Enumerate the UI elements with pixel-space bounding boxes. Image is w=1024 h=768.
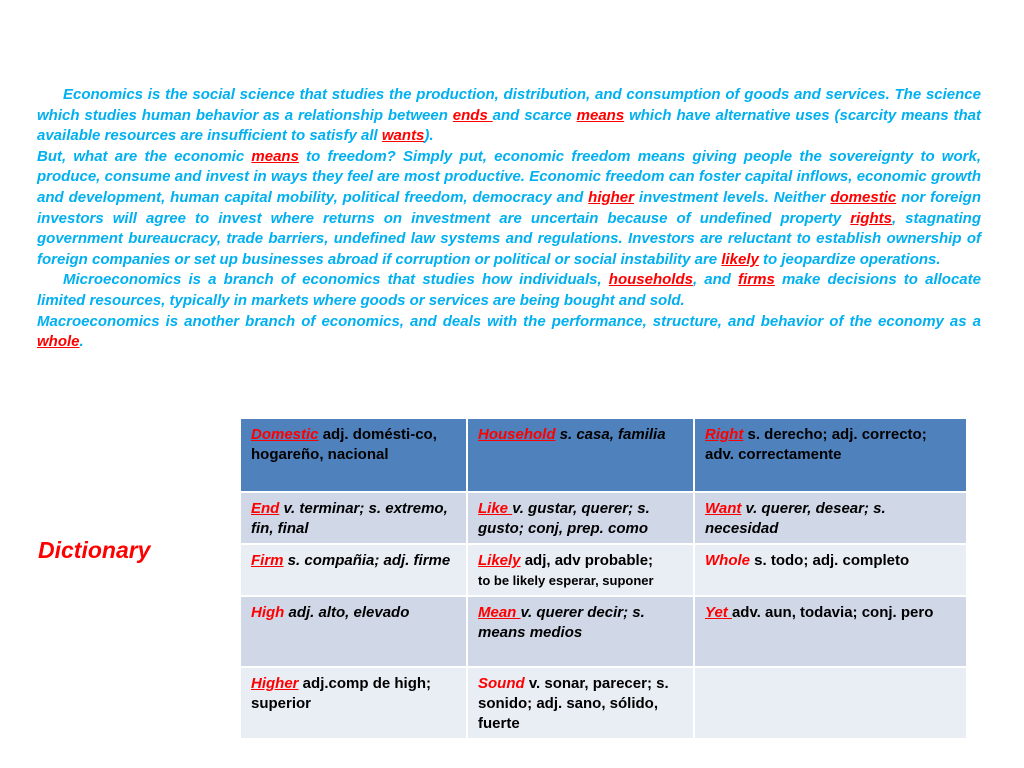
economics-passage (37, 85, 981, 353)
passage-text: Microeconomics is a branch of economics that studies how individuals, (63, 271, 609, 289)
dictionary-term: Want (705, 500, 742, 517)
dictionary-cell (694, 544, 967, 596)
dictionary-row (240, 667, 967, 739)
dictionary-definition: v. gustar, querer; s. gusto; conj, prep. como (478, 500, 650, 537)
passage-text: Economics is the social science that studies the production, distribution, and consumption of goods and services. The science which studies human behavior as a relationship between (37, 86, 981, 124)
passage-text: and scarce (492, 106, 577, 124)
dictionary-row (240, 492, 967, 544)
dictionary-term: Domestic (251, 426, 319, 443)
dictionary-cell (240, 544, 467, 596)
dictionary-definition: to be likely esperar, suponer (478, 573, 654, 588)
passage-text: , and (692, 271, 739, 289)
keyword: means (251, 147, 299, 165)
dictionary-cell (694, 418, 967, 492)
dictionary-definition: adj. alto, elevado (284, 604, 410, 621)
dictionary-definition: s. casa, familia (555, 426, 666, 443)
dictionary-table (239, 417, 968, 740)
dictionary-row (240, 596, 967, 667)
dictionary-cell (240, 596, 467, 667)
dictionary-definition: v. querer, desear; s. necesidad (705, 500, 886, 537)
dictionary-term: Household (478, 426, 556, 443)
passage-text: . (79, 333, 84, 351)
passage-text: nor foreign investors will agree to invest where returns on investment are uncertain because of undefined property (37, 188, 981, 227)
dictionary-definition: s. todo; adj. completo (750, 552, 910, 569)
dictionary-title: Dictionary (38, 537, 151, 563)
passage-paragraph (37, 312, 981, 353)
passage-text: Macroeconomics is another branch of economics, and deals with the performance, structure, and behavior of the economy as a (37, 312, 981, 330)
passage-text: , stagnating government bureaucracy, trade barriers, undefined law systems and regulations. Investors are reluctant to establish ownership of foreign companies or set up businesses abroad if corruption or political or social instability are (37, 209, 981, 268)
passage-text: investment levels. Neither (634, 188, 831, 206)
passage-text: to freedom? Simply put, economic freedom means giving people the sovereignty to work, produce, consume and invest in ways they feel are most productive. Economic freedom can foster capital inflows, economic growth and development, human capital mobility, political freedom, democracy and (37, 147, 981, 206)
dictionary-term: Mean (478, 604, 521, 621)
passage-text: which have alternative uses (scarcity means that available resources are insufficient to satisfy all (37, 106, 981, 145)
dictionary-definition: s. derecho; adj. correcto; adv. correctamente (705, 426, 927, 463)
passage-paragraph (37, 270, 981, 311)
dictionary-term: Likely (478, 552, 521, 569)
dictionary-row (240, 544, 967, 596)
dictionary-cell (694, 667, 967, 739)
dictionary-cell (467, 544, 694, 596)
dictionary-term: Right (705, 426, 744, 443)
dictionary-definition: v. terminar; s. extremo, fin, final (251, 500, 448, 537)
passage-text: ). (424, 127, 434, 145)
dictionary-cell (694, 492, 967, 544)
dictionary-cell (240, 418, 467, 492)
dictionary-cell (467, 418, 694, 492)
dictionary-definition: s. compañia; adj. firme (283, 552, 451, 569)
dictionary-term: High (251, 604, 285, 621)
dictionary-cell (467, 667, 694, 739)
keyword: wants (381, 127, 425, 145)
keyword: households (608, 271, 693, 289)
keyword: higher (588, 188, 634, 206)
dictionary-definition: adv. aun, todavia; conj. pero (731, 604, 934, 621)
passage-text: to jeopardize operations. (758, 250, 941, 268)
keyword: rights (850, 209, 892, 227)
dictionary-term: Yet (705, 604, 732, 621)
keyword: firms (738, 271, 775, 289)
dictionary-cell (240, 492, 467, 544)
dictionary-cell (467, 596, 694, 667)
dictionary-definition: adj. domésti-co, hogareño, nacional (251, 426, 437, 463)
passage-text: But, what are the economic (37, 147, 252, 165)
dictionary-definition: adj, adv probable; (520, 552, 654, 569)
dictionary-header-row (240, 418, 967, 492)
keyword: likely (721, 250, 759, 268)
dictionary-cell (240, 667, 467, 739)
dictionary-term: Higher (251, 675, 299, 692)
passage-text: make decisions to allocate limited resources, typically in markets where goods or services are being bought and sold. (37, 271, 981, 309)
dictionary-term: Sound (478, 675, 525, 692)
passage-paragraph (37, 147, 981, 271)
keyword: means (576, 106, 625, 124)
dictionary-cell (467, 492, 694, 544)
dictionary-term: Whole (705, 552, 750, 569)
dictionary-definition: v. sonar, parecer; s. sonido; adj. sano, sólido, fuerte (478, 675, 669, 732)
dictionary-definition: adj.comp de high; superior (251, 675, 432, 712)
dictionary-term: Firm (251, 552, 284, 569)
dictionary-definition: v. querer decir; s. means medios (478, 604, 645, 641)
dictionary-term: Like (478, 500, 513, 517)
passage-paragraph (37, 85, 981, 147)
dictionary-term: End (251, 500, 280, 517)
keyword: whole (37, 333, 80, 351)
keyword: ends (452, 106, 493, 124)
keyword: domestic (830, 188, 897, 206)
dictionary-cell (694, 596, 967, 667)
